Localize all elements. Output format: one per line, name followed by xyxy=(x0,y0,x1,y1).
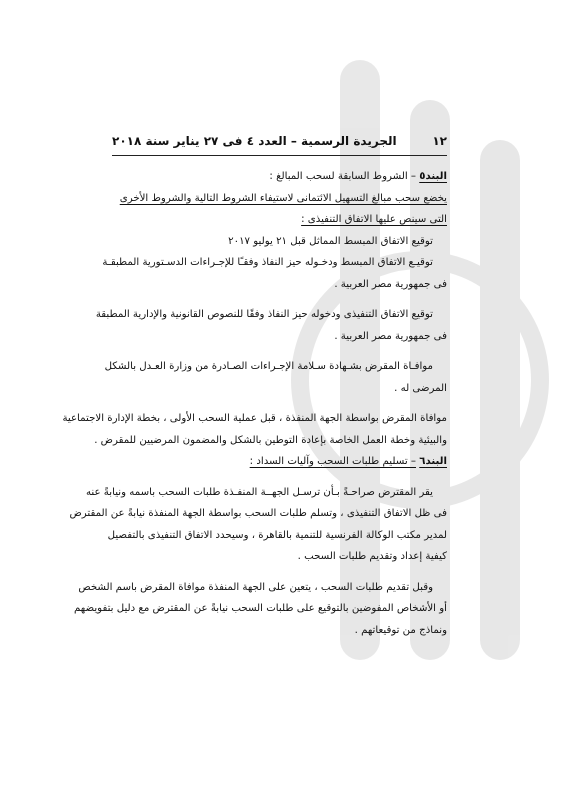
section-6-label: البند٦ xyxy=(419,456,447,467)
paragraph-2-line-1: وقبل تقديم طلبات السحب ، يتعين على الجهة المنفذة موافاة المقرض باسم الشخص xyxy=(78,581,433,593)
section-6-title: – تسليم طلبات السحب وآليات السداد : xyxy=(249,456,416,467)
condition-item-4-cont: المرضى له . xyxy=(394,382,447,394)
section-5-label: البند٥ xyxy=(419,171,447,182)
document-body xyxy=(62,166,447,641)
section-5-line-2: التى سينص عليها الاتفاق التنفيذى : xyxy=(301,214,447,225)
paragraph-1-line-3: لمدير مكتب الوكالة الفرنسية للتنمية بالقاهرة ، وسيحدد الاتفاق التنفيذى بالتفصيل xyxy=(107,529,447,541)
condition-item-3: توقيع الاتفاق التنفيذى ودخوله حيز النفاذ وفقًا للنصوص القانونية والإدارية المطبقة xyxy=(95,309,433,320)
section-6-heading xyxy=(112,451,447,473)
header-divider xyxy=(112,155,447,156)
paragraph-2-line-2: أو الأشخاص المفوضين بالتوقيع على طلبات السحب نيابةً عن المقترض مع دليل بتفويضهم xyxy=(74,603,447,614)
paragraph-1-line-1: يقر المقترض صراحـةً بـأن ترسـل الجهــة المنفـذة طلبات السحب باسمه ونيابةً عنه xyxy=(85,486,433,498)
paragraph-1-line-4: كيفية إعداد وتقديم طلبات السحب . xyxy=(297,551,447,562)
condition-item-4: موافـاة المقرض بشـهادة سـلامة الإجـراءات الصـادرة من وزارة العـدل بالشكل xyxy=(104,361,433,372)
condition-item-3-cont: فى جمهورية مصر العربية . xyxy=(334,330,447,342)
section-5-line-1: يخضع سحب مبالغ التسهيل الائتمانى لاستيفاء الشروط التالية والشروط الأخرى xyxy=(119,192,447,204)
condition-item-2-cont: فى جمهورية مصر العربية . xyxy=(334,278,447,290)
condition-item-5-cont: والبيئية وخطة العمل الخاصة بإعادة التوطين بالشكل والمضمون المرضيين للمقرض . xyxy=(94,434,447,446)
page-number: ١٢ xyxy=(432,134,447,148)
page-header xyxy=(112,134,447,148)
condition-item-2: توقيـع الاتفاق المبسط ودخـوله حيز النفاذ وفقـًا للإجـراءات الدسـتورية المطبقـة xyxy=(102,257,433,268)
paragraph-1-line-2: فى ظل الاتفاق التنفيذى ، وتسلم طلبات السحب بواسطة الجهة المنفذة نيابةً عن المقترض xyxy=(69,508,447,519)
condition-item-1: توقيع الاتفاق المبسط المماثل قبل ٢١ يوليو ٢٠١٧ xyxy=(228,235,433,247)
section-5-heading xyxy=(112,166,447,188)
condition-item-5: موافاة المقرض بواسطة الجهة المنفذة ، قبل عملية السحب الأولى ، بخطة الإدارة الاجتماعية xyxy=(62,413,447,424)
gazette-title: الجريدة الرسمية – العدد ٤ فى ٢٧ يناير سنة ٢٠١٨ xyxy=(112,134,397,148)
section-5-title: – الشروط السابقة لسحب المبالغ : xyxy=(269,171,416,182)
paragraph-2-line-3: ونماذج من توقيعاتهم . xyxy=(354,624,447,636)
